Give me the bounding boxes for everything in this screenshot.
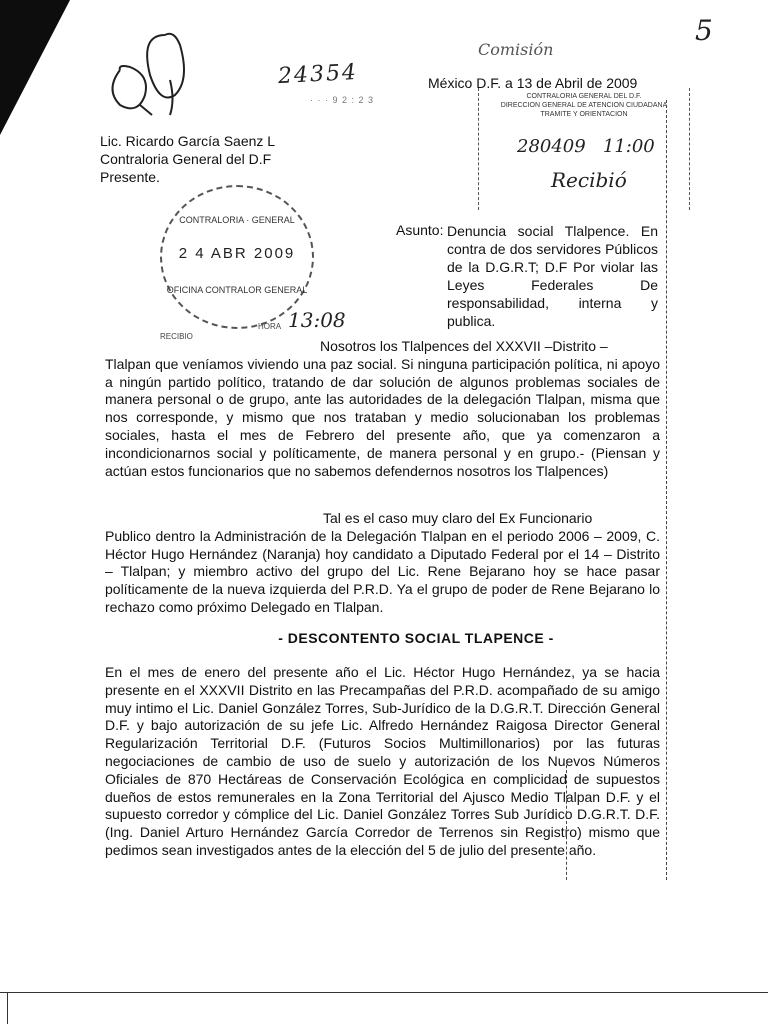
page-bottom-left-edge bbox=[7, 992, 8, 1024]
body-paragraph-3: En el mes de enero del presente año el Lic. Héctor Hugo Hernández, ya se hacia presente en el XXXVII Distrito en las Precampañas del P.R.D. acompañado de su amigo muy intimo el Lic. Daniel González Torres, Sub-Jurídico de la D.G.R.T. Dirección General D.F. y bajo autorización de su jefe Lic. Alfredo Hernández Raigosa Director General Regularización Territorial D.F. (Futuros Socios Multimillonarios) por las futuras negociaciones de cambio de uso de suelo y autorización de los Nuevos Números Oficiales de 870 Hectáreas de Conservación Ecológica en complicidad de supuestos dueños de estos remunerales en la Zona Territorial del Ajusco Medio Tlalpan D.F. y el supuesto corredor y cómplice del Lic. Daniel González Torres Sub Jurídico D.G.R.T. D.F. (Ing. Daniel Arturo Hernández García Corredor de Terrenos sin Registro) mismo que pedimos sean investigados antes de la elección del 5 de julio del presente año. bbox=[105, 664, 660, 858]
section-heading bbox=[0, 630, 768, 646]
scan-corner-mark bbox=[0, 0, 70, 135]
addressee-name: Lic. Ricardo García Saenz L bbox=[100, 133, 276, 149]
reception-stamp-line2: DIRECCION GENERAL DE ATENCION CIUDADANA bbox=[500, 102, 668, 109]
top-right-number: 5 bbox=[695, 14, 713, 47]
reception-date-handwritten: 280409 11:00 bbox=[517, 136, 655, 157]
addressee-salutation: Presente. bbox=[100, 169, 160, 185]
circle-stamp-receipt: RECIBIO bbox=[160, 332, 193, 341]
body-paragraph-2 bbox=[105, 510, 660, 617]
reception-stamp-line1: CONTRALORIA GENERAL DEL D.F. bbox=[526, 93, 642, 100]
paragraph-2-body: Publico dentro la Administración de la Delegación Tlalpan en el periodo 2006 – 2009, C. Héctor Hugo Hernández (Naranja) hoy candidato a Diputado Federal por el 14 – Distrito – Tlalpan; y miembro activo del grupo del Lic. Rene Bejarano hoy se hace pasar políticamente de la nueva izquierda del P.R.D. Ya el grupo de poder de Rene Bejarano lo rechazo como próximo Delegado en Tlalpan. bbox=[105, 527, 660, 615]
subject-label: Asunto: bbox=[396, 222, 444, 238]
circle-stamp-hora-label: HORA bbox=[258, 322, 282, 331]
subject-text: Denuncia social Tlalpence. En contra de dos servidores Públicos de la D.G.R.T; D.F Por violar las Leyes Federales De responsabilidad, interna y publica. bbox=[447, 223, 658, 329]
circle-stamp-bottom: OFICINA CONTRALOR GENERAL bbox=[166, 285, 308, 295]
paragraph-1-body: Tlalpan que veníamos viviendo una paz social. Si ninguna participación política, ni apoyo a ningún partido político, tratando de dar solución de algunos problemas sociales de manera personal o de grupo, ante las autoridades de la delegación Tlalpan, misma que nos corresponde, y mismo que nos trataban y medio solucionaban los problemas sociales, hasta el mes de Febrero del presente año, que ya comenzaron a incondicionarnos social y políticamente, de manera personal y en grupo.- (Piensan y actúan estos funcionarios que no sabemos defendernos nosotros los Tlalpences) bbox=[105, 355, 660, 479]
paragraph-2-lead: Tal es el caso muy claro del Ex Funcionario bbox=[323, 510, 593, 526]
page-bottom-rule bbox=[0, 992, 768, 993]
circle-stamp-date: 2 4 ABR 2009 bbox=[178, 245, 296, 262]
handwritten-initials-mark bbox=[100, 10, 210, 130]
reception-stamp bbox=[478, 88, 690, 210]
place-date: México D.F. a 13 de Abril de 2009 bbox=[428, 75, 638, 91]
addressee-institution: Contraloria General del D.F bbox=[100, 151, 272, 167]
circle-stamp-top: CONTRALORIA · GENERAL bbox=[179, 215, 295, 225]
received-marks: · · · 9 2 : 2 3 bbox=[310, 95, 375, 105]
body-paragraph-1 bbox=[105, 338, 660, 480]
file-number: 24354 bbox=[277, 59, 359, 90]
paragraph-1-lead: Nosotros los Tlalpences del XXXVII –Distrito – bbox=[320, 338, 608, 354]
scan-margin-line bbox=[666, 100, 667, 880]
reception-received-by: Recibió bbox=[551, 168, 627, 192]
addressee-block bbox=[100, 132, 275, 186]
section-heading-text: - DESCONTENTO SOCIAL TLAPENCE - bbox=[278, 630, 554, 646]
scan-margin-line-inner bbox=[566, 760, 567, 880]
reception-stamp-line3: TRAMITE Y ORIENTACION bbox=[540, 111, 628, 118]
circle-stamp-time: 13:08 bbox=[288, 308, 346, 332]
top-handwriting: Comisión bbox=[478, 40, 554, 59]
